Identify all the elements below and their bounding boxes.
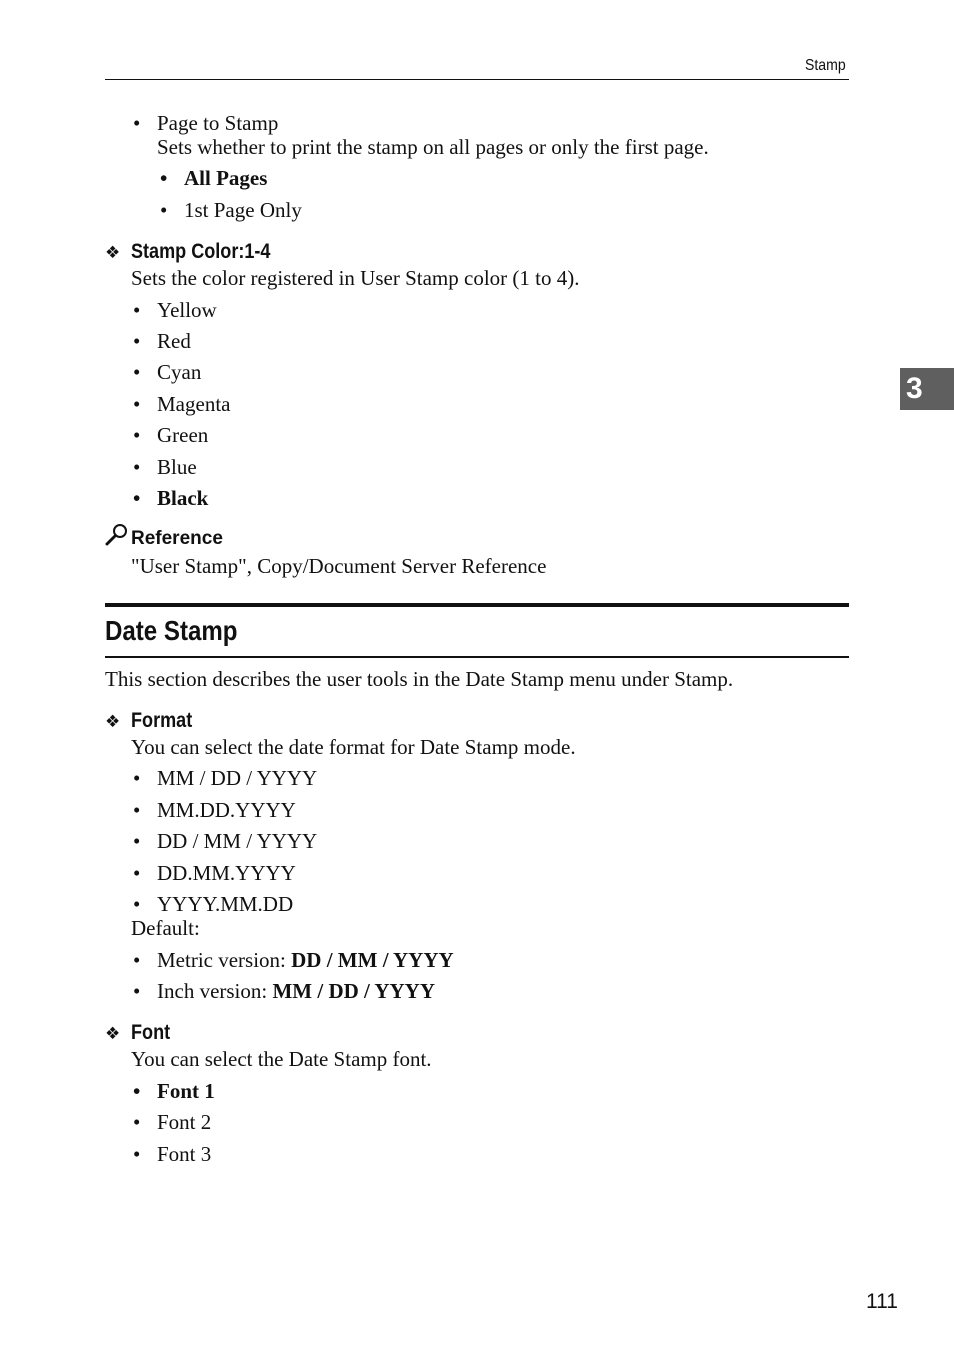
font-heading: Font (131, 1021, 171, 1044)
default-label: Default: (131, 916, 200, 940)
default-metric (157, 948, 454, 972)
page-to-stamp-description: Sets whether to print the stamp on all pages or only the first page. (157, 135, 709, 159)
format-option: • DD.MM.YYYY (157, 861, 296, 885)
format-option: • MM / DD / YYYY (157, 766, 317, 790)
stamp-color-description: Sets the color registered in User Stamp color (1 to 4). (131, 266, 580, 290)
stamp-color-heading: Stamp Color:1-4 (131, 240, 271, 263)
section-top-rule (105, 603, 849, 607)
chapter-tab (900, 368, 954, 410)
inch-value: MM / DD / YYYY (272, 979, 436, 1003)
format-description: You can select the date format for Date Stamp mode. (131, 735, 576, 759)
section-title: Date Stamp (105, 615, 238, 646)
reference-heading: Reference (131, 528, 223, 549)
option-first-page-only: • 1st Page Only (184, 198, 302, 222)
chapter-number: 3 (906, 372, 923, 405)
diamond-icon: ❖ (105, 712, 121, 732)
color-option-blue: • Blue (157, 455, 197, 479)
diamond-icon: ❖ (105, 243, 121, 263)
section-intro: This section describes the user tools in the Date Stamp menu under Stamp. (105, 667, 734, 691)
color-option-cyan: • Cyan (157, 360, 201, 384)
color-option-red: • Red (157, 329, 191, 353)
section-bottom-rule (105, 656, 849, 658)
font-option-1: • Font 1 (157, 1079, 215, 1103)
default-inch (157, 979, 435, 1003)
metric-value: DD / MM / YYYY (291, 948, 454, 972)
color-option-black: • Black (157, 486, 208, 510)
format-option: • DD / MM / YYYY (157, 829, 317, 853)
font-description: You can select the Date Stamp font. (131, 1047, 432, 1071)
format-option: • YYYY.MM.DD (157, 892, 293, 916)
magnifier-icon (105, 523, 129, 547)
inch-label: Inch version: (157, 979, 273, 1003)
color-option-magenta: • Magenta (157, 392, 230, 416)
format-option: • MM.DD.YYYY (157, 798, 296, 822)
metric-label: Metric version: (157, 948, 292, 972)
color-option-yellow: • Yellow (157, 298, 217, 322)
font-option-3: • Font 3 (157, 1142, 211, 1166)
running-header: Stamp (805, 57, 846, 74)
diamond-icon: ❖ (105, 1024, 121, 1044)
format-heading: Format (131, 709, 193, 732)
font-option-2: • Font 2 (157, 1110, 211, 1134)
option-all-pages: • All Pages (184, 166, 267, 190)
page-to-stamp-label: • Page to Stamp (157, 111, 278, 135)
color-option-green: • Green (157, 423, 208, 447)
reference-text: "User Stamp", Copy/Document Server Reference (131, 554, 547, 578)
page-number: 111 (866, 1290, 898, 1313)
header-rule (105, 79, 849, 80)
